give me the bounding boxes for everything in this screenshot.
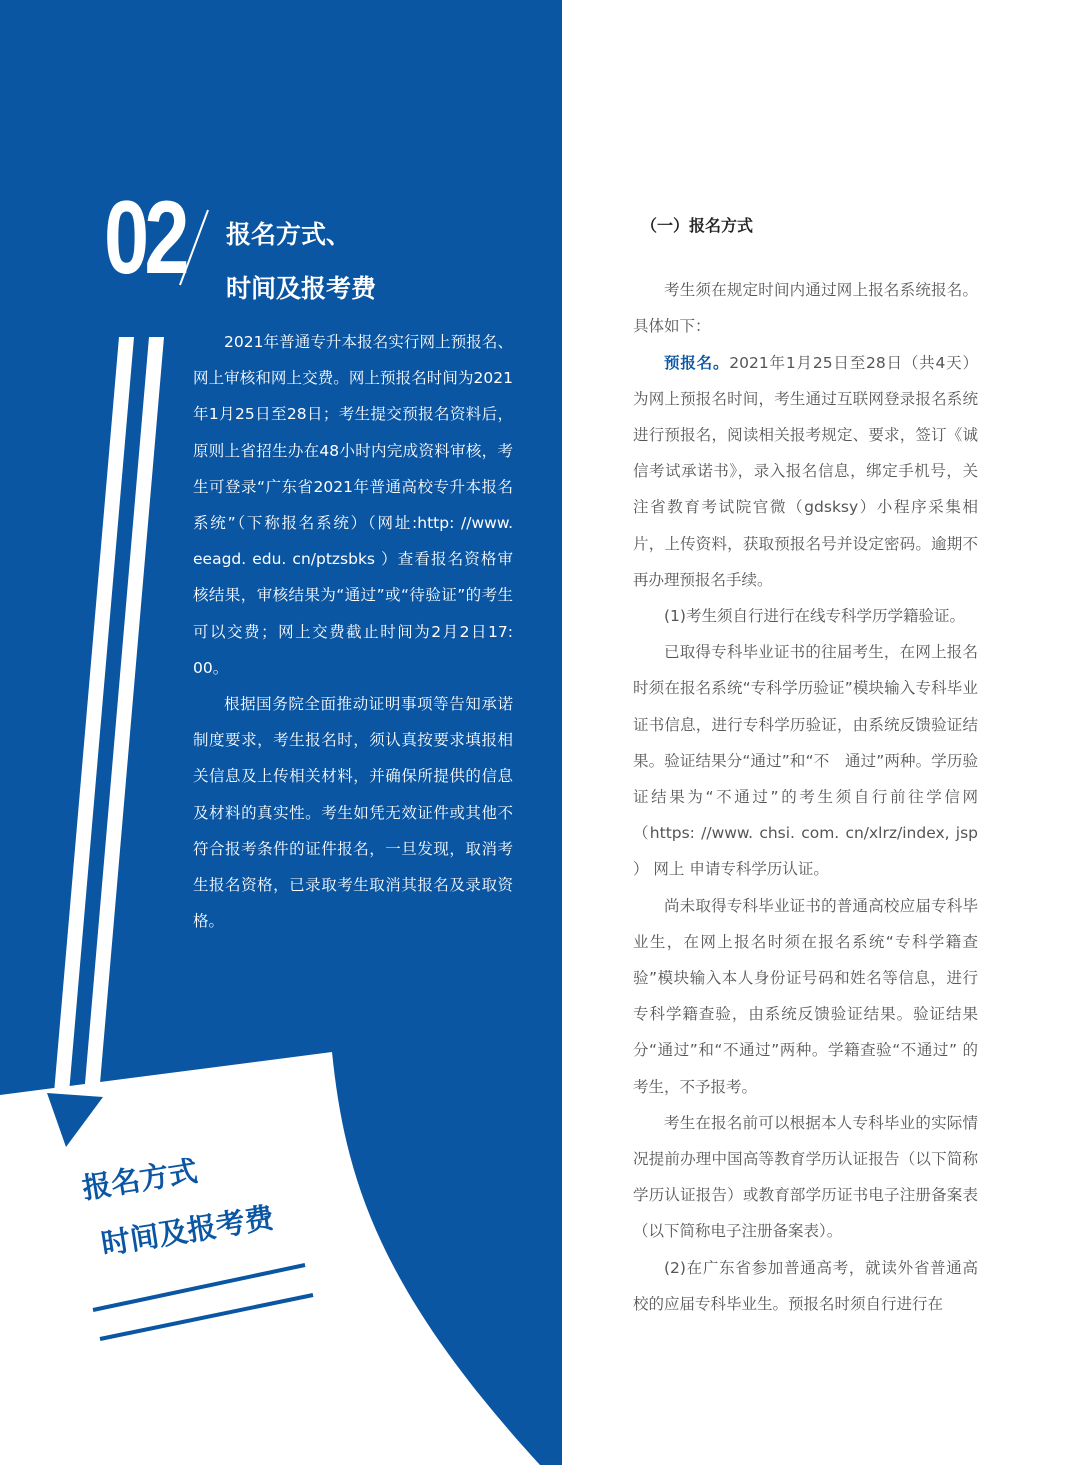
paragraph: 考生在报名前可以根据本人专科毕业的实际情况提前办理中国高等教育学历认证报告（以下简称学历认证报告）或教育部学历证书电子注册备案表（以下简称电子注册备案表）。 xyxy=(633,1113,978,1241)
paragraph: 根据国务院全面推动证明事项等告知承诺制度要求，考生报名时，须认真按要求填报相关信息及上传相关材料，并确保所提供的信息及材料的真实性。考生如凭无效证件或其他不符合报考条件的证件报名，一旦发现，取消考生报名资格，已录取考生取消其报名及录取资格。 xyxy=(193,695,513,931)
paragraph-text: 2021年1月25日至28日（共4天）为网上预报名时间，考生通过互联网登录报名系统进行预报名，阅读相关报考规定、要求，签订《诚信考试承诺书》，录入报名信息，绑定手机号，关注省教育考试院官微（gdsksy）小程序采集相片，上传资料，获取预报名号并设定密码。逾期不再办理预报名手续。 xyxy=(633,353,978,589)
paper-title-line: 报名方式 xyxy=(79,1153,200,1206)
paragraph: 考生须在规定时间内通过网上报名系统报名。具体如下： xyxy=(633,281,978,336)
left-body xyxy=(193,324,513,939)
paper-title-line: 时间及报考费 xyxy=(98,1200,277,1262)
highlight-label: 预报名。 xyxy=(664,353,730,372)
subsection-heading: （一）报名方式 xyxy=(641,216,754,235)
right-body xyxy=(633,208,994,1322)
section-number: 02 xyxy=(104,180,185,296)
paragraph xyxy=(633,345,978,598)
section-title-line: 时间及报考费 xyxy=(226,274,377,303)
section-title-line: 报名方式、 xyxy=(226,220,352,249)
paragraph: (1)考生须自行进行在线专科学历学籍验证。 xyxy=(664,607,965,626)
paragraph: 已取得专科毕业证书的往届考生，在网上报名时须在报名系统“专科学历验证”模块输入专科毕业证书信息，进行专科学历验证，由系统反馈验证结果。验证结果分“通过”和“不 通过”两种。学历验证结果为“不通过”的考生须自行前往学信网 （https: //www. chsi. com. cn/xlrz/index, jsp ） 网上 申请专科学历认证。 xyxy=(633,643,994,879)
paragraph: 2021年普通专升本报名实行网上预报名、网上审核和网上交费。网上预报名时间为2021年1月25日至28日；考生提交预报名资料后，原则上省招生办在48小时内完成资料审核，考生可登录“广东省2021年普通高校专升本报名系统”（下称报名系统）（网址:http: //www. eeagd. edu. cn/ptzsbks ）查看报名资格审核结果，审核结果为“通过”或“待验证”的考生可以交费；网上交费截止时间为2月2日17: 00。 xyxy=(193,333,513,677)
paragraph: 尚未取得专科毕业证书的普通高校应届专科毕业生，在网上报名时须在报名系统“专科学籍查验”模块输入本人身份证号码和姓名等信息，进行专科学籍查验，由系统反馈验证结果。验证结果分“通过”和“不通过”两种。学籍查验“不通过” 的考生，不予报考。 xyxy=(633,896,978,1096)
paragraph: (2)在广东省参加普通高考，就读外省普通高校的应届专科毕业生。预报名时须自行进行在 xyxy=(633,1258,978,1313)
section-title xyxy=(226,208,376,316)
